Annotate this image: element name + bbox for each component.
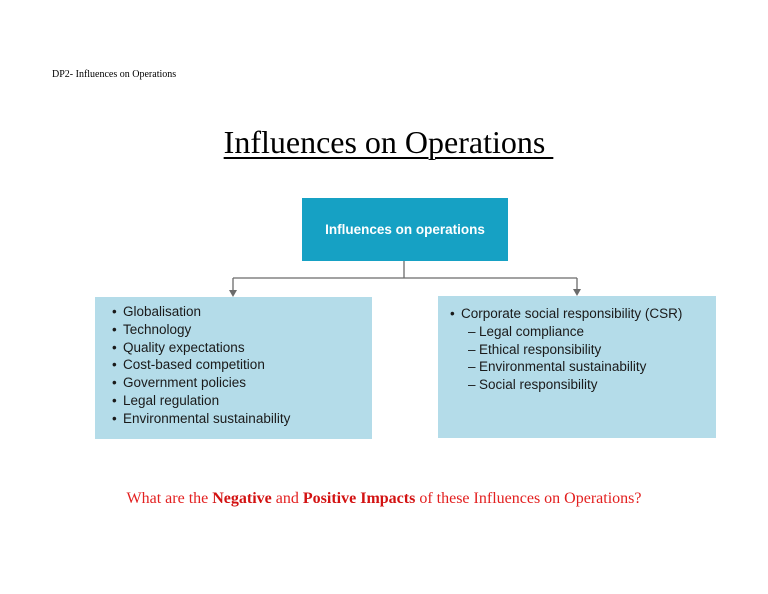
question-emphasis-negative: Negative: [212, 490, 272, 507]
list-item: • Globalisation: [112, 304, 202, 319]
list-subitem: – Legal compliance: [468, 323, 585, 339]
influence-list-left: [112, 303, 372, 428]
list-item: • Quality expectations: [112, 339, 245, 355]
dash: –: [468, 323, 476, 339]
list-item: • Government policies: [112, 375, 247, 391]
list-subitem: – Ethical responsibility: [468, 341, 602, 357]
dash: –: [468, 341, 476, 357]
question-emphasis-positive: Positive Impacts: [302, 490, 416, 507]
list-item: • Cost-based competition: [112, 357, 265, 373]
list-item: • Environmental sustainability: [112, 410, 291, 426]
bullet: •: [112, 392, 117, 408]
dash: –: [468, 359, 476, 375]
internal-influences-box: [95, 297, 372, 439]
list-item: • Legal regulation: [112, 392, 220, 408]
bullet: •: [112, 321, 117, 337]
influences-box-label: Influences on operations: [325, 222, 485, 237]
bullet: •: [112, 339, 117, 355]
page-header: DP2- Influences on Operations: [52, 69, 177, 80]
list-subitem: – Environmental sustainability: [468, 359, 647, 375]
bullet: •: [112, 357, 117, 373]
influence-list-right: [450, 305, 716, 394]
influences-box: [302, 198, 508, 261]
list-subitem: – Social responsibility: [468, 377, 598, 393]
discussion-question: What are the Negative and Positive Impacts of these Influences on Operations?: [126, 490, 642, 507]
dash: –: [468, 377, 476, 393]
arrow-left-head: [229, 290, 237, 297]
bullet: •: [450, 306, 455, 321]
list-item: • Corporate social responsibility (CSR): [450, 306, 683, 321]
bullet: •: [112, 410, 117, 426]
page-title: Influences on Operations: [223, 124, 554, 160]
csr-box: [438, 296, 716, 438]
bullet: •: [112, 304, 117, 319]
bullet: •: [112, 375, 117, 391]
arrow-right-head: [573, 289, 581, 296]
list-item: • Technology: [112, 321, 192, 337]
